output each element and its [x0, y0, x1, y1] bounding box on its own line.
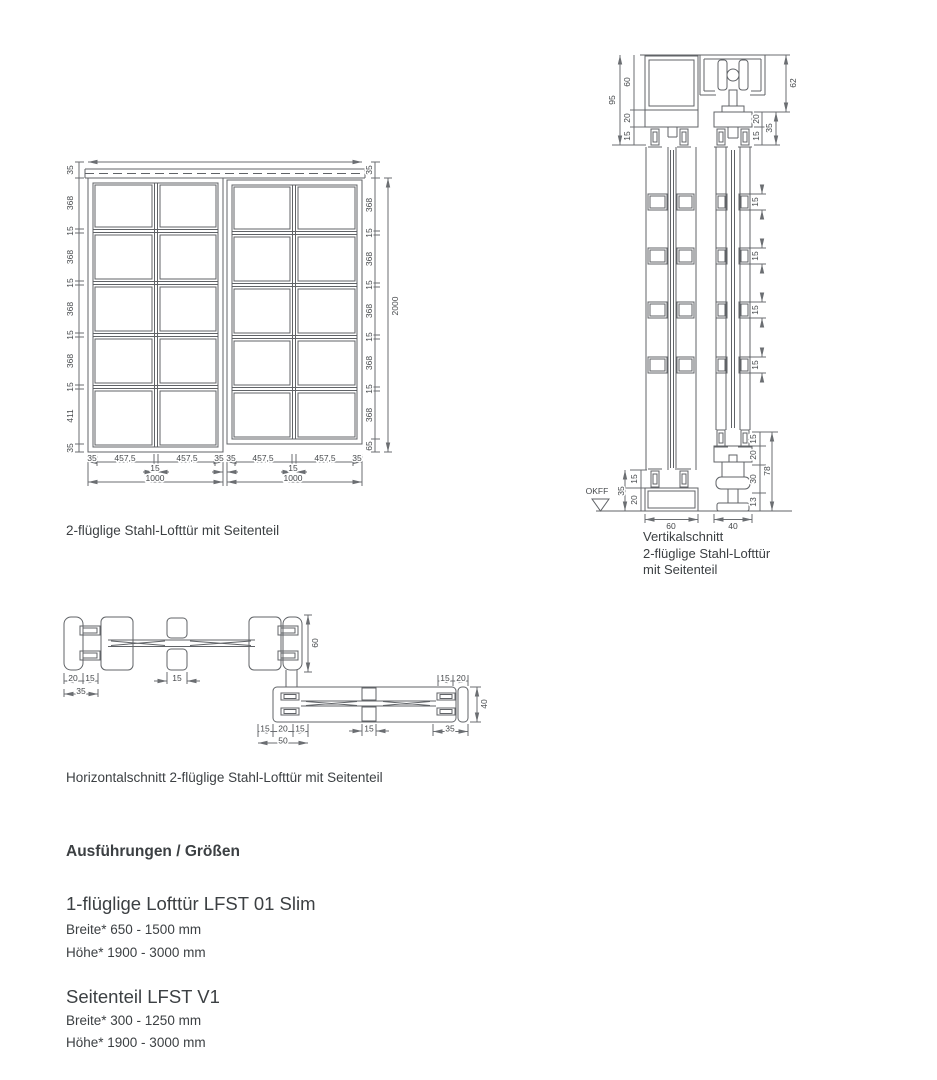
dim-label: 15	[750, 360, 760, 370]
dim-label: 457,5	[252, 453, 274, 463]
dim-label: 15	[364, 280, 374, 290]
product-width-spec: Breite* 650 - 1500 mm	[66, 922, 202, 937]
vertical-section-drawing	[586, 55, 798, 531]
dim-label: 20	[622, 113, 632, 123]
dim-label: 20	[68, 673, 78, 683]
dim-label: 15	[750, 251, 760, 261]
dim-label: 15	[364, 723, 374, 734]
dim-label: 368	[364, 355, 374, 371]
dim-label: 15	[750, 305, 760, 315]
dim-label: 35	[352, 453, 362, 463]
dim-label: 457,5	[114, 453, 136, 463]
section-heading: Ausführungen / Größen	[66, 843, 240, 860]
dim-label: 1000	[283, 473, 303, 483]
dim-label: 457,5	[314, 453, 336, 463]
caption-line: 2-flüglige Stahl-Lofttür	[643, 545, 771, 561]
dim-label: 15	[364, 332, 374, 342]
dim-label: 35	[65, 443, 75, 453]
horizontal-section-drawing	[64, 615, 489, 746]
dim-label: 35	[65, 165, 75, 175]
caption-line: Vertikalschnitt	[643, 529, 724, 544]
dim-label: 50	[278, 735, 288, 746]
dim-label: 35	[764, 123, 774, 133]
dim-label: 13	[748, 497, 758, 507]
dim-label: 368	[364, 197, 374, 213]
vertical-section-caption	[643, 529, 770, 579]
dim-label: 15	[748, 434, 758, 444]
dim-label-total-height: 2000	[390, 296, 400, 316]
dim-label: 20	[278, 723, 288, 734]
dim-label: 368	[65, 195, 75, 211]
dim-label: 15	[629, 474, 639, 484]
dim-label: 15	[750, 197, 760, 207]
dim-label: 35	[364, 165, 374, 175]
dim-label: 35	[214, 453, 224, 463]
dim-label: 15	[364, 228, 374, 238]
front-view-caption: 2-flüglige Stahl-Lofttür mit Seitenteil	[66, 523, 280, 538]
dim-label: 35	[76, 686, 86, 696]
dim-label: 15	[260, 723, 270, 734]
dim-label: 60	[666, 521, 676, 531]
dim-label: 368	[364, 407, 374, 423]
rung-dimensions	[750, 185, 766, 382]
dim-label: 95	[607, 95, 617, 105]
dim-label: 411	[65, 409, 75, 423]
dim-label: 368	[65, 249, 75, 265]
dim-label: 35	[445, 723, 455, 734]
dim-label: 78	[762, 466, 772, 476]
dim-label: 15	[364, 384, 374, 394]
dim-label: 368	[364, 251, 374, 267]
dim-label: 15	[440, 673, 450, 683]
product-title: Seitenteil LFST V1	[66, 986, 220, 1007]
dim-label: 65	[364, 441, 374, 451]
dim-label: 15	[65, 330, 75, 340]
glass-panes	[95, 185, 355, 445]
dim-label: 15	[65, 226, 75, 236]
dim-label: 20	[751, 114, 761, 124]
dim-label: 20	[748, 450, 758, 460]
fastener-bolts	[648, 129, 752, 487]
dim-label: 15	[288, 463, 298, 473]
dim-label: 20	[456, 673, 466, 683]
dim-label: 457,5	[176, 453, 198, 463]
dim-label: 35	[616, 486, 626, 496]
dim-label: 368	[65, 353, 75, 369]
dim-label: 35	[226, 453, 236, 463]
product-width-spec: Breite* 300 - 1250 mm	[66, 1013, 202, 1028]
dim-label: 15	[172, 673, 182, 683]
dim-label: 15	[295, 723, 305, 734]
dim-label: 15	[85, 673, 95, 683]
dim-label: 62	[788, 78, 798, 88]
dim-label: 40	[479, 699, 489, 709]
horizontal-section-caption: Horizontalschnitt 2-flüglige Stahl-Lofttür mit Seitenteil	[66, 770, 383, 785]
dim-label: 1000	[145, 473, 165, 483]
dim-label: 60	[310, 638, 320, 648]
dim-label: 30	[748, 474, 758, 484]
dim-label: 15	[65, 278, 75, 288]
dim-label: 368	[65, 301, 75, 317]
product-height-spec: Höhe* 1900 - 3000 mm	[66, 945, 206, 960]
dim-label: 368	[364, 303, 374, 319]
dim-label: 60	[622, 77, 632, 87]
product-height-spec: Höhe* 1900 - 3000 mm	[66, 1035, 206, 1050]
product-title: 1-flüglige Lofttür LFST 01 Slim	[66, 893, 316, 914]
caption-line: mit Seitenteil	[643, 562, 718, 577]
dim-label: 15	[622, 131, 632, 141]
dim-label: 40	[728, 521, 738, 531]
dim-label: 35	[87, 453, 97, 463]
dim-label: 20	[629, 495, 639, 505]
front-elevation-drawing	[65, 162, 400, 486]
dim-label: 15	[150, 463, 160, 473]
dim-label: 15	[751, 131, 761, 141]
dim-label: 15	[65, 382, 75, 392]
floor-level-label: OKFF	[585, 486, 609, 496]
